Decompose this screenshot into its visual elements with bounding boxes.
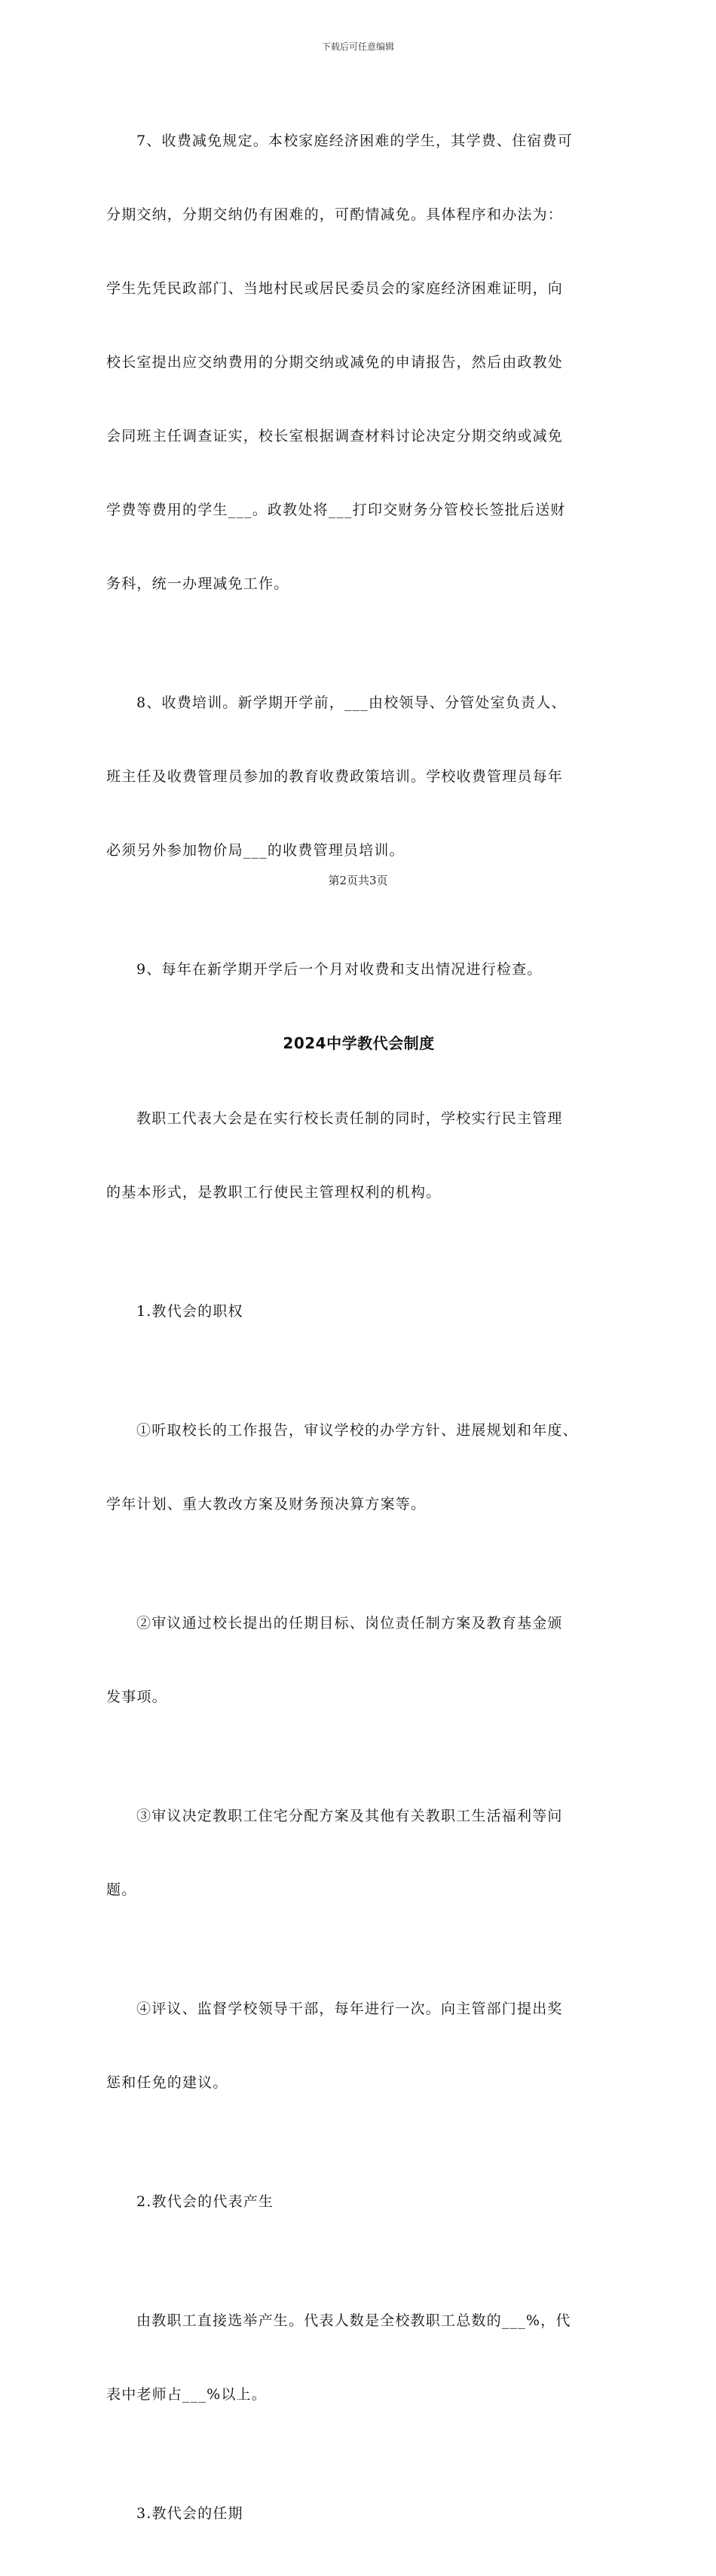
text-line: 的基本形式，是教职工行使民主管理权利的机构。 [106,1184,442,1201]
text-line: 学年计划、重大教改方案及财务预决算方案等。 [106,1496,427,1512]
power-item-3 [106,1760,611,1946]
intro-paragraph [106,1062,611,1249]
paragraph-9 [106,913,611,1026]
power-item-4 [106,1952,611,2139]
text-line: 题。 [106,1882,137,1898]
text-line: 9、每年在新学期开学后一个月对收费和支出情况进行检查。 [136,961,543,978]
representatives-paragraph [106,2264,611,2451]
text-line: 3.教代会的任期 [136,2505,243,2522]
text-line: 校长室提出应交纳费用的分期交纳或减免的申请报告，然后由政教处 [106,354,564,371]
text-line: 2.教代会的代表产生 [136,2193,274,2210]
text-line: ④评议、监督学校领导干部，每年进行一次。向主管部门提出奖 [136,2001,563,2017]
document-body [106,84,611,2576]
text-line: 分期交纳，分期交纳仍有困难的，可酌情减免。具体程序和办法为： [106,206,564,223]
text-line: 1.教代会的职权 [136,1303,243,1320]
text-line: 学费等费用的学生___。政教处将___打印交财务分管校长签批后送财 [106,502,566,518]
text-line: 表中老师占___%以上。 [106,2386,267,2403]
section-title: 2024中学教代会制度 [283,1034,435,1052]
header-note: 下载后可任意编辑 [321,41,394,52]
text-line: 8、收费培训。新学期开学前，___由校领导、分管处室负责人、 [136,694,567,711]
text-line: 教职工代表大会是在实行校长责任制的同时，学校实行民主管理 [136,1110,563,1127]
text-line: 务科，统一办理减免工作。 [106,575,289,592]
text-line: ②审议通过校长提出的任期目标、岗位责任制方案及教育基金颁 [136,1615,563,1631]
text-line: 学生先凭民政部门、当地村民或居民委员会的家庭经济困难证明，向 [106,280,564,297]
heading-term [106,2457,611,2570]
text-line: 班主任及收费管理员参加的教育收费政策培训。学校收费管理员每年 [106,768,564,785]
heading-representatives [106,2145,611,2258]
text-line: 发事项。 [106,1689,167,1705]
page-footer: 第2页共3页 [328,874,388,887]
text-line: 由教职工直接选举产生。代表人数是全校教职工总数的___%，代 [136,2312,571,2329]
power-item-1 [106,1374,611,1561]
text-line: ①听取校长的工作报告，审议学校的办学方针、进展规划和年度、 [136,1422,578,1439]
text-line: 会同班主任调查证实，校长室根据调查材料讨论决定分期交纳或减免 [106,428,564,444]
text-line: 7、收费减免规定。本校家庭经济困难的学生，其学费、住宿费可 [136,133,573,149]
paragraph-7 [106,84,611,640]
power-item-2 [106,1567,611,1753]
paragraph-8 [106,646,611,907]
heading-powers [106,1255,611,1368]
text-line: 必须另外参加物价局___的收费管理员培训。 [106,842,405,859]
text-line: ③审议决定教职工住宅分配方案及其他有关教职工生活福利等问 [136,1808,563,1824]
text-line: 惩和任免的建议。 [106,2074,228,2091]
